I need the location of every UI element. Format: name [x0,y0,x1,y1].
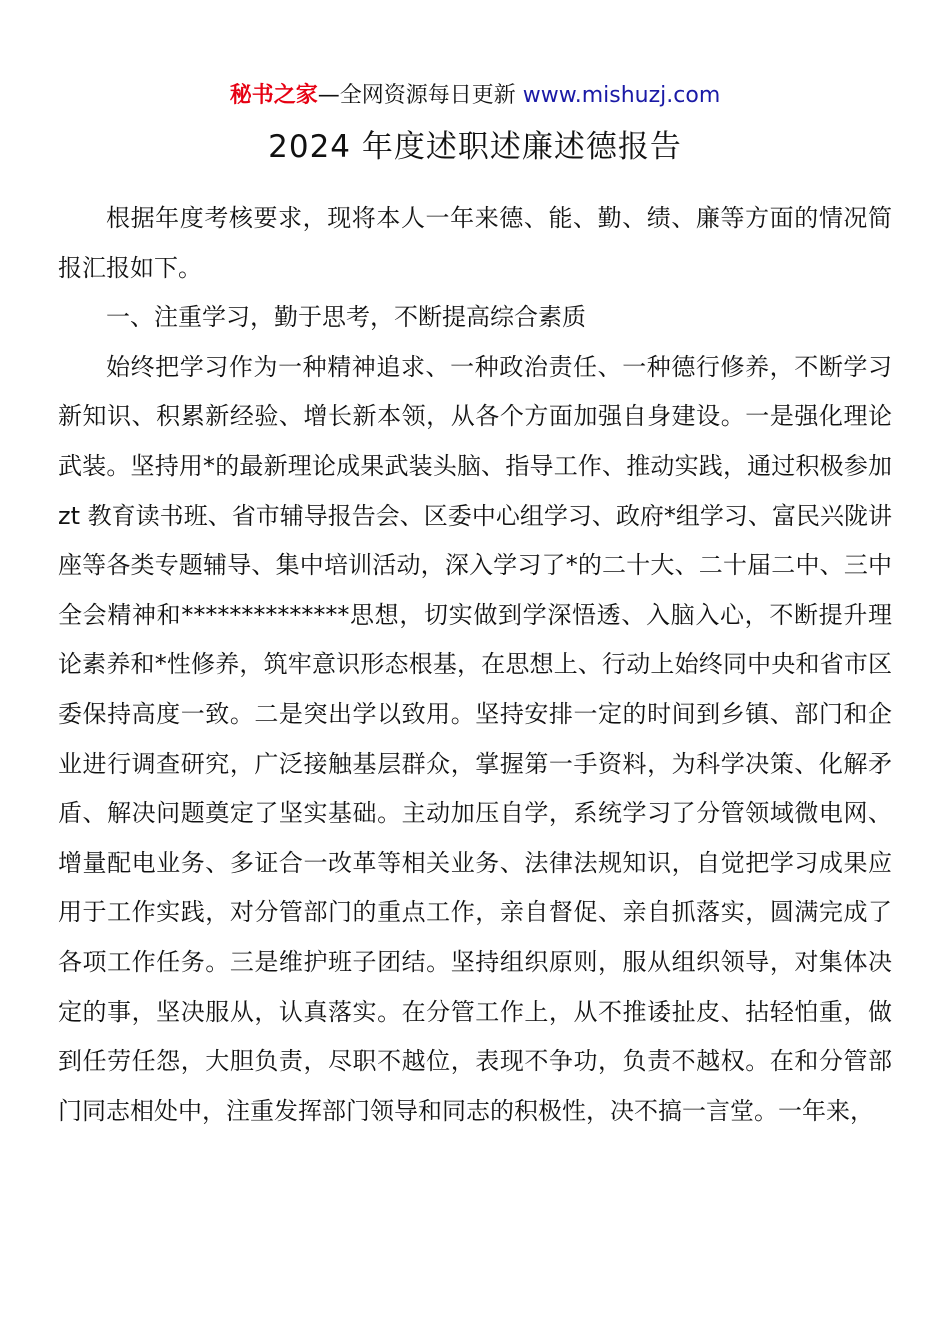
body-paragraph: 始终把学习作为一种精神追求、一种政治责任、一种德行修养，不断学习新知识、积累新经验、增长新本领，从各个方面加强自身建设。一是强化理论武装。坚持用*的最新理论成果武装头脑、指导工作、推动实践，通过积极参加 zt 教育读书班、省市辅导报告会、区委中心组学习、政府*组学习、富民兴陇讲座等各类专题辅导、集中培训活动，深入学习了*的二十大、二十届二中、三中全会精神和**************思想，切实做到学深悟透、入脑入心，不断提升理论素养和*性修养，筑牢意识形态根基，在思想上、行动上始终同中央和省市区委保持高度一致。二是突出学以致用。坚持安排一定的时间到乡镇、部门和企业进行调查研究，广泛接触基层群众，掌握第一手资料，为科学决策、化解矛盾、解决问题奠定了坚实基础。主动加压自学，系统学习了分管领域微电网、增量配电业务、多证合一改革等相关业务、法律法规知识，自觉把学习成果应用于工作实践，对分管部门的重点工作，亲自督促、亲自抓落实，圆满完成了各项工作任务。三是维护班子团结。坚持组织原则，服从组织领导，对集体决定的事，坚决服从，认真落实。在分管工作上，从不推诿扯皮、拈轻怕重，做到任劳任怨，大胆负责，尽职不越位，表现不争功，负责不越权。在和分管部门同志相处中，注重发挥部门领导和同志的积极性，决不搞一言堂。一年来， [58,352,892,1125]
site-header [0,80,950,112]
section-heading: 一、注重学习，勤于思考，不断提高综合素质 [106,303,586,332]
brand-name: 秘书之家 [229,83,318,108]
document-body [58,194,892,1136]
header-tagline: —全网资源每日更新 [317,83,523,108]
site-url-link[interactable]: www.mishuzj.com [522,83,721,108]
document-title: 2024 年度述职述廉述德报告 [268,129,682,165]
intro-paragraph: 根据年度考核要求，现将本人一年来德、能、勤、绩、廉等方面的情况简报汇报如下。 [58,204,892,282]
